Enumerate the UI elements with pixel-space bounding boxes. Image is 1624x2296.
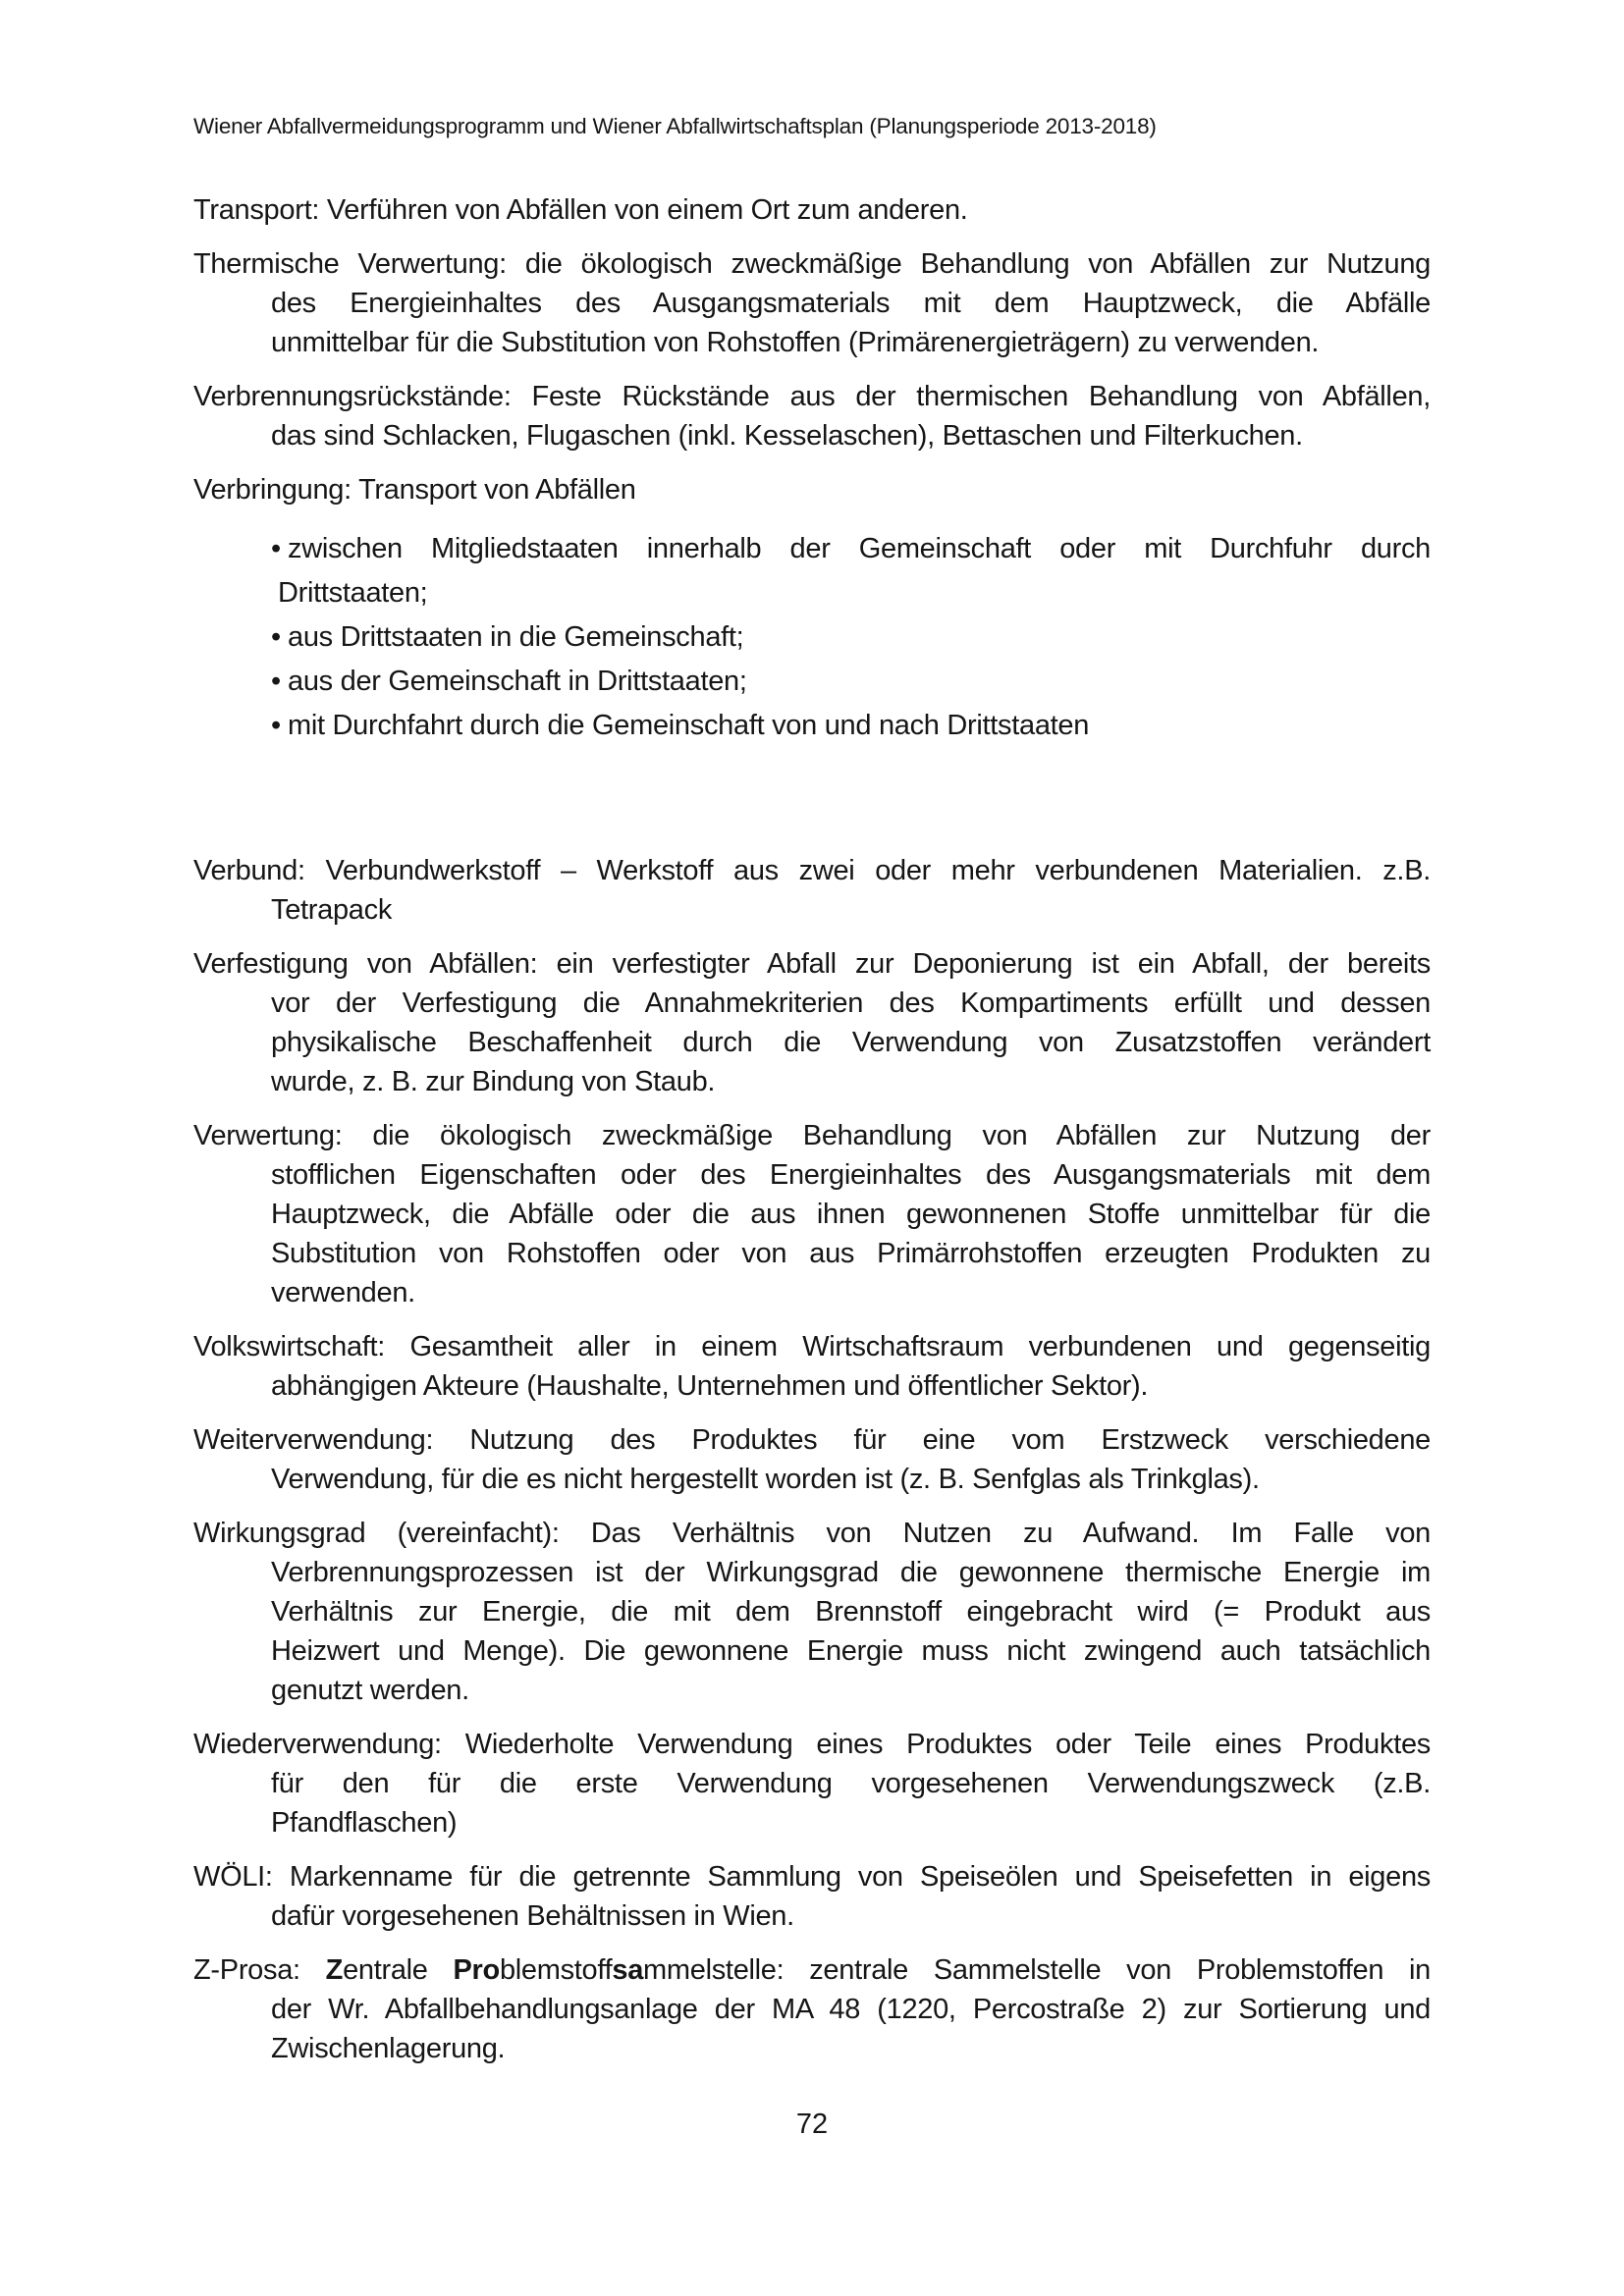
bullet-item: • zwischen Mitgliedstaaten innerhalb der Gemeinschaft oder mit Durchfuhr durch bbox=[193, 527, 1431, 571]
text-line: Transport: Verführen von Abfällen von einem Ort zum anderen. bbox=[193, 194, 968, 226]
text-line: Verbund: Verbundwerkstoff – Werkstoff aus zwei oder mehr verbundenen Materialien. z.B. bbox=[193, 855, 1431, 886]
text-line: unmittelbar für die Substitution von Rohstoffen (Primärenergieträgern) zu verwenden. bbox=[271, 327, 1320, 358]
glossary-entry bbox=[193, 244, 1431, 362]
text-line: stofflichen Eigenschaften oder des Energieinhaltes des Ausgangsmaterials mit dem bbox=[271, 1159, 1431, 1191]
bold-text: Z bbox=[325, 1954, 344, 1986]
text-line: Verbrennungsrückstände: Feste Rückstände aus der thermischen Behandlung von Abfällen, bbox=[193, 381, 1431, 412]
glossary-entry bbox=[193, 1950, 1431, 2068]
glossary-entry bbox=[193, 1420, 1431, 1499]
bullet-icon: • bbox=[271, 710, 281, 741]
bullet-item-continuation: Drittstaaten; bbox=[278, 577, 428, 609]
glossary-entry bbox=[193, 1327, 1431, 1406]
glossary-entry bbox=[193, 1116, 1431, 1312]
text-line: Zwischenlagerung. bbox=[271, 2033, 506, 2064]
text-run: entrale bbox=[343, 1954, 454, 1986]
text-run: Z-Prosa: bbox=[193, 1954, 326, 1986]
page-number: 72 bbox=[795, 2109, 829, 2140]
text-line: Pfandflaschen) bbox=[271, 1807, 458, 1839]
text-line: dafür vorgesehenen Behältnissen in Wien. bbox=[271, 1900, 794, 1932]
text-line: das sind Schlacken, Flugaschen (inkl. Kesselaschen), Bettaschen und Filterkuchen. bbox=[271, 420, 1303, 452]
bold-text: sa bbox=[612, 1954, 644, 1986]
text-line: vor der Verfestigung die Annahmekriterien des Kompartiments erfüllt und dessen bbox=[271, 988, 1431, 1019]
glossary-entry bbox=[193, 944, 1431, 1101]
glossary-entry bbox=[193, 1857, 1431, 1936]
text-line: WÖLI: Markenname für die getrennte Sammlung von Speiseölen und Speisefetten in eigens bbox=[193, 1861, 1431, 1893]
text-line: Weiterverwendung: Nutzung des Produktes für eine vom Erstzweck verschiedene bbox=[193, 1424, 1431, 1456]
text-run: blemstoff bbox=[499, 1954, 613, 1986]
glossary-entry bbox=[193, 470, 1431, 509]
text-line: Volkswirtschaft: Gesamtheit aller in einem Wirtschaftsraum verbundenen und gegenseitig bbox=[193, 1331, 1431, 1362]
text-line: Substitution von Rohstoffen oder von aus Primärrohstoffen erzeugten Produkten zu bbox=[271, 1238, 1431, 1269]
text-line: Thermische Verwertung: die ökologisch zweckmäßige Behandlung von Abfällen zur Nutzung bbox=[193, 248, 1431, 280]
text-line: Verhältnis zur Energie, die mit dem Brennstoff eingebracht wird (= Produkt aus bbox=[271, 1596, 1431, 1628]
text-line: physikalische Beschaffenheit durch die Verwendung von Zusatzstoffen verändert bbox=[271, 1027, 1431, 1058]
bullet-icon: • bbox=[271, 533, 281, 564]
text-line: verwenden. bbox=[271, 1277, 415, 1308]
bullet-icon: • bbox=[271, 621, 281, 653]
text-line: Wiederverwendung: Wiederholte Verwendung eines Produktes oder Teile eines Produktes bbox=[193, 1729, 1431, 1760]
text-line: abhängigen Akteure (Haushalte, Unternehmen und öffentlicher Sektor). bbox=[271, 1370, 1149, 1402]
text-line: Hauptzweck, die Abfälle oder die aus ihnen gewonnenen Stoffe unmittelbar für die bbox=[271, 1199, 1431, 1230]
text-line: Verbrennungsprozessen ist der Wirkungsgrad die gewonnene thermische Energie im bbox=[271, 1557, 1431, 1588]
glossary-entry bbox=[193, 1514, 1431, 1710]
text-line bbox=[193, 1950, 1431, 1990]
text-line: Tetrapack bbox=[271, 894, 393, 926]
text-line: Heizwert und Menge). Die gewonnene Energie muss nicht zwingend auch tatsächlich bbox=[271, 1635, 1431, 1667]
bullet-item: • mit Durchfahrt durch die Gemeinschaft von und nach Drittstaaten bbox=[193, 704, 1431, 748]
text-line: Verfestigung von Abfällen: ein verfestigter Abfall zur Deponierung ist ein Abfall, der bereits bbox=[193, 948, 1431, 980]
text-line: Wirkungsgrad (vereinfacht): Das Verhältnis von Nutzen zu Aufwand. Im Falle von bbox=[193, 1518, 1431, 1549]
bullet-item: • aus der Gemeinschaft in Drittstaaten; bbox=[193, 660, 1431, 704]
glossary bbox=[193, 190, 1431, 2068]
text-line: Verwertung: die ökologisch zweckmäßige Behandlung von Abfällen zur Nutzung der bbox=[193, 1120, 1431, 1151]
glossary-entry bbox=[193, 1725, 1431, 1842]
text-line: wurde, z. B. zur Bindung von Staub. bbox=[271, 1066, 716, 1097]
bullet-icon: • bbox=[271, 666, 281, 697]
text-line: der Wr. Abfallbehandlungsanlage der MA 48 (1220, Percostraße 2) zur Sortierung und bbox=[271, 1994, 1431, 2025]
text-run: mmelstelle: zentrale Sammelstelle von Problemstoffen in bbox=[643, 1954, 1431, 1986]
glossary-entry bbox=[193, 190, 1431, 230]
glossary-entry bbox=[193, 851, 1431, 930]
text-line: Verbringung: Transport von Abfällen bbox=[193, 474, 636, 506]
text-line: des Energieinhaltes des Ausgangsmaterials mit dem Hauptzweck, die Abfälle bbox=[271, 288, 1431, 319]
glossary-entry bbox=[193, 377, 1431, 455]
bullet-list bbox=[193, 527, 1431, 748]
text-line: genutzt werden. bbox=[271, 1675, 469, 1706]
text-line: für den für die erste Verwendung vorgesehenen Verwendungszweck (z.B. bbox=[271, 1768, 1431, 1799]
page-header: Wiener Abfallvermeidungsprogramm und Wiener Abfallwirtschaftsplan (Planungsperiode 2013-2018) bbox=[193, 114, 1157, 138]
text-line: Verwendung, für die es nicht hergestellt worden ist (z. B. Senfglas als Trinkglas). bbox=[271, 1464, 1260, 1495]
bullet-item: • aus Drittstaaten in die Gemeinschaft; bbox=[193, 615, 1431, 660]
bold-text: Pro bbox=[453, 1954, 500, 1986]
